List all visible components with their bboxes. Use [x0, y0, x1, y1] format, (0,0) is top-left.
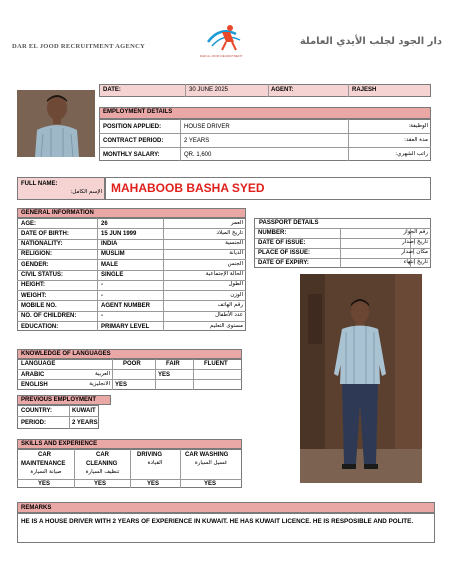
prev-period-value: 2 YEARS	[72, 420, 98, 426]
general-education-value: PRIMARY LEVEL	[101, 323, 150, 330]
general-age-label: AGE:	[21, 220, 36, 227]
salary-label-ar: راتب الشهري:	[395, 151, 428, 157]
skill-car-washing-ar: غسيل السيارة	[194, 460, 228, 466]
position-label: POSITION APPLIED:	[103, 124, 162, 130]
remarks-text: HE IS A HOUSE DRIVER WITH 2 YEARS OF EXPERIENCE IN KUWAIT. HE HAS KUWAIT LICENCE. HE IS RESPOSIBLE AND POLITE.	[21, 518, 414, 525]
employment-details-header: EMPLOYMENT DETAILS	[99, 107, 431, 119]
skill-car-maintenance-en2: MAINTENANCE	[21, 461, 66, 467]
languages-header: KNOWLEDGE OF LANGUAGES	[17, 349, 242, 359]
general-no-of-children-label: NO. OF CHILDREN:	[21, 313, 77, 320]
agent-label: AGENT:	[271, 87, 294, 93]
lang-arabic-fair: YES	[158, 372, 171, 378]
contract-label: CONTRACT PERIOD:	[103, 138, 164, 144]
lang-col-poor: POOR	[123, 361, 141, 367]
general-nationality-value: INDIA	[101, 241, 118, 248]
date-value: 30 JUNE 2025	[189, 87, 229, 93]
salary-label: MONTHLY SALARY:	[103, 152, 160, 158]
date-agent-row	[99, 84, 431, 97]
skills-header: SKILLS AND EXPERIENCE	[17, 439, 242, 449]
contract-label-ar: مدة العقد:	[404, 137, 428, 143]
lang-col-fluent: FLUENT	[204, 361, 228, 367]
general-weight-label-ar: الوزن	[230, 291, 243, 298]
general-civil-status-label: CIVIL STATUS:	[21, 272, 63, 278]
general-religion-value: MUSLIM	[101, 251, 125, 258]
previous-employment-header: PREVIOUS EMPLOYMENT	[17, 395, 111, 405]
skill-driving-ar: القيادة	[147, 460, 163, 466]
passport-header: PASSPORT DETAILS	[259, 220, 319, 226]
general-gender-label-ar: الجنس	[227, 260, 243, 267]
general-height-label-ar: الطول	[228, 281, 243, 288]
agent-value: RAJESH	[352, 87, 377, 93]
full-name-value: MAHABOOB BASHA SYED	[111, 181, 265, 195]
skill-car-maintenance-en1: CAR	[38, 452, 51, 458]
general-date-of-birth-label: DATE OF BIRTH:	[21, 230, 69, 237]
general-age-value: 26	[101, 220, 108, 227]
general-religion-label-ar: الديانة	[229, 250, 243, 257]
agency-name-en: DAR EL JOOD RECRUITMENT AGENCY	[12, 43, 146, 50]
skill-car-cleaning-value: YES	[94, 481, 107, 487]
agency-logo	[200, 20, 250, 60]
general-gender-value: MALE	[101, 261, 118, 268]
lang-arabic-name: ARABIC	[21, 372, 45, 378]
contract-value: 2 YEARS	[184, 138, 210, 144]
general-civil-status-value: SINGLE	[101, 272, 124, 278]
general-gender-label: GENDER:	[21, 261, 49, 268]
date-label: DATE:	[103, 87, 121, 93]
general-weight-label: WEIGHT:	[21, 292, 47, 299]
full-name-label-ar: الإسم الكامل:	[70, 189, 102, 195]
lang-english-name: ENGLISH	[21, 382, 48, 388]
passport-issue-date-label-ar: تاريخ إصدار	[402, 239, 428, 245]
general-height-label: HEIGHT:	[21, 282, 45, 289]
prev-country-value: KUWAIT	[72, 408, 96, 414]
skill-car-cleaning-en1: CAR	[96, 452, 109, 458]
lang-col-language: LANGUAGE	[21, 361, 56, 367]
lang-arabic-name-ar: العربية	[94, 371, 110, 377]
general-no-of-children-value: -	[101, 313, 103, 320]
general-mobile-no-label: MOBILE NO.	[21, 302, 57, 309]
general-info-header: GENERAL INFORMATION	[17, 208, 246, 218]
full-name-label: FULL NAME:	[21, 181, 58, 187]
position-label-ar: الوظيفة:	[408, 123, 428, 129]
lang-col-fair: FAIR	[166, 361, 180, 367]
skill-car-cleaning-ar: تنظيف السيارة	[85, 469, 120, 475]
skill-driving-value: YES	[147, 481, 160, 487]
skill-car-washing-value: YES	[204, 481, 217, 487]
general-education-label-ar: مستوى التعليم	[209, 322, 243, 329]
general-nationality-label-ar: الجنسية	[225, 240, 243, 247]
lang-english-poor: YES	[115, 382, 128, 388]
skill-driving-en1: DRIVING	[137, 452, 163, 458]
skill-car-cleaning-en2: CLEANING	[86, 461, 118, 467]
skill-car-washing-en1: CAR WASHING	[185, 452, 229, 458]
skill-car-maintenance-value: YES	[38, 481, 51, 487]
remarks-header: REMARKS	[17, 502, 435, 513]
passport-expiry-label: DATE OF EXPIRY:	[258, 260, 309, 266]
general-religion-label: RELIGION:	[21, 251, 52, 258]
applicant-photo-full	[300, 274, 422, 483]
general-mobile-no-value: AGENT NUMBER	[101, 302, 150, 309]
passport-number-label-ar: رقم الجواز	[403, 229, 428, 235]
lang-english-name-ar: الانجليزية	[89, 381, 110, 387]
salary-value: QR. 1,600	[184, 152, 212, 158]
general-nationality-label: NATIONALITY:	[21, 241, 63, 248]
applicant-photo-small	[17, 90, 95, 157]
agency-name-ar: دار الجود لجلب الأيدي العاملة	[299, 36, 442, 47]
general-height-value: -	[101, 282, 103, 289]
general-date-of-birth-value: 15 JUN 1999	[101, 230, 137, 237]
passport-number-label: NUMBER:	[258, 230, 287, 236]
passport-issue-place-label-ar: مكان إصدار	[401, 249, 428, 255]
logo-caption: DAR AL JOOD RECRUITMENT	[200, 54, 243, 58]
general-date-of-birth-label-ar: تاريخ الميلاد	[216, 229, 243, 236]
passport-expiry-label-ar: تاريخ إنتهاء	[403, 259, 428, 265]
general-civil-status-label-ar: الحالة الإجتماعية	[205, 271, 243, 277]
passport-issue-date-label: DATE OF ISSUE:	[258, 240, 306, 246]
general-no-of-children-label-ar: عدد الأطفال	[215, 312, 243, 319]
prev-period-label: PERIOD:	[21, 420, 47, 426]
passport-issue-place-label: PLACE OF ISSUE:	[258, 250, 311, 256]
general-age-label-ar: العمر	[230, 219, 243, 226]
general-mobile-no-label-ar: رقم الهاتف	[217, 301, 243, 308]
general-weight-value: -	[101, 292, 103, 299]
position-value: HOUSE DRIVER	[184, 124, 230, 130]
skill-car-maintenance-ar: صيانة السيارة	[30, 469, 62, 475]
general-education-label: EDUCATION:	[21, 323, 59, 330]
prev-country-label: COUNTRY:	[21, 408, 52, 414]
